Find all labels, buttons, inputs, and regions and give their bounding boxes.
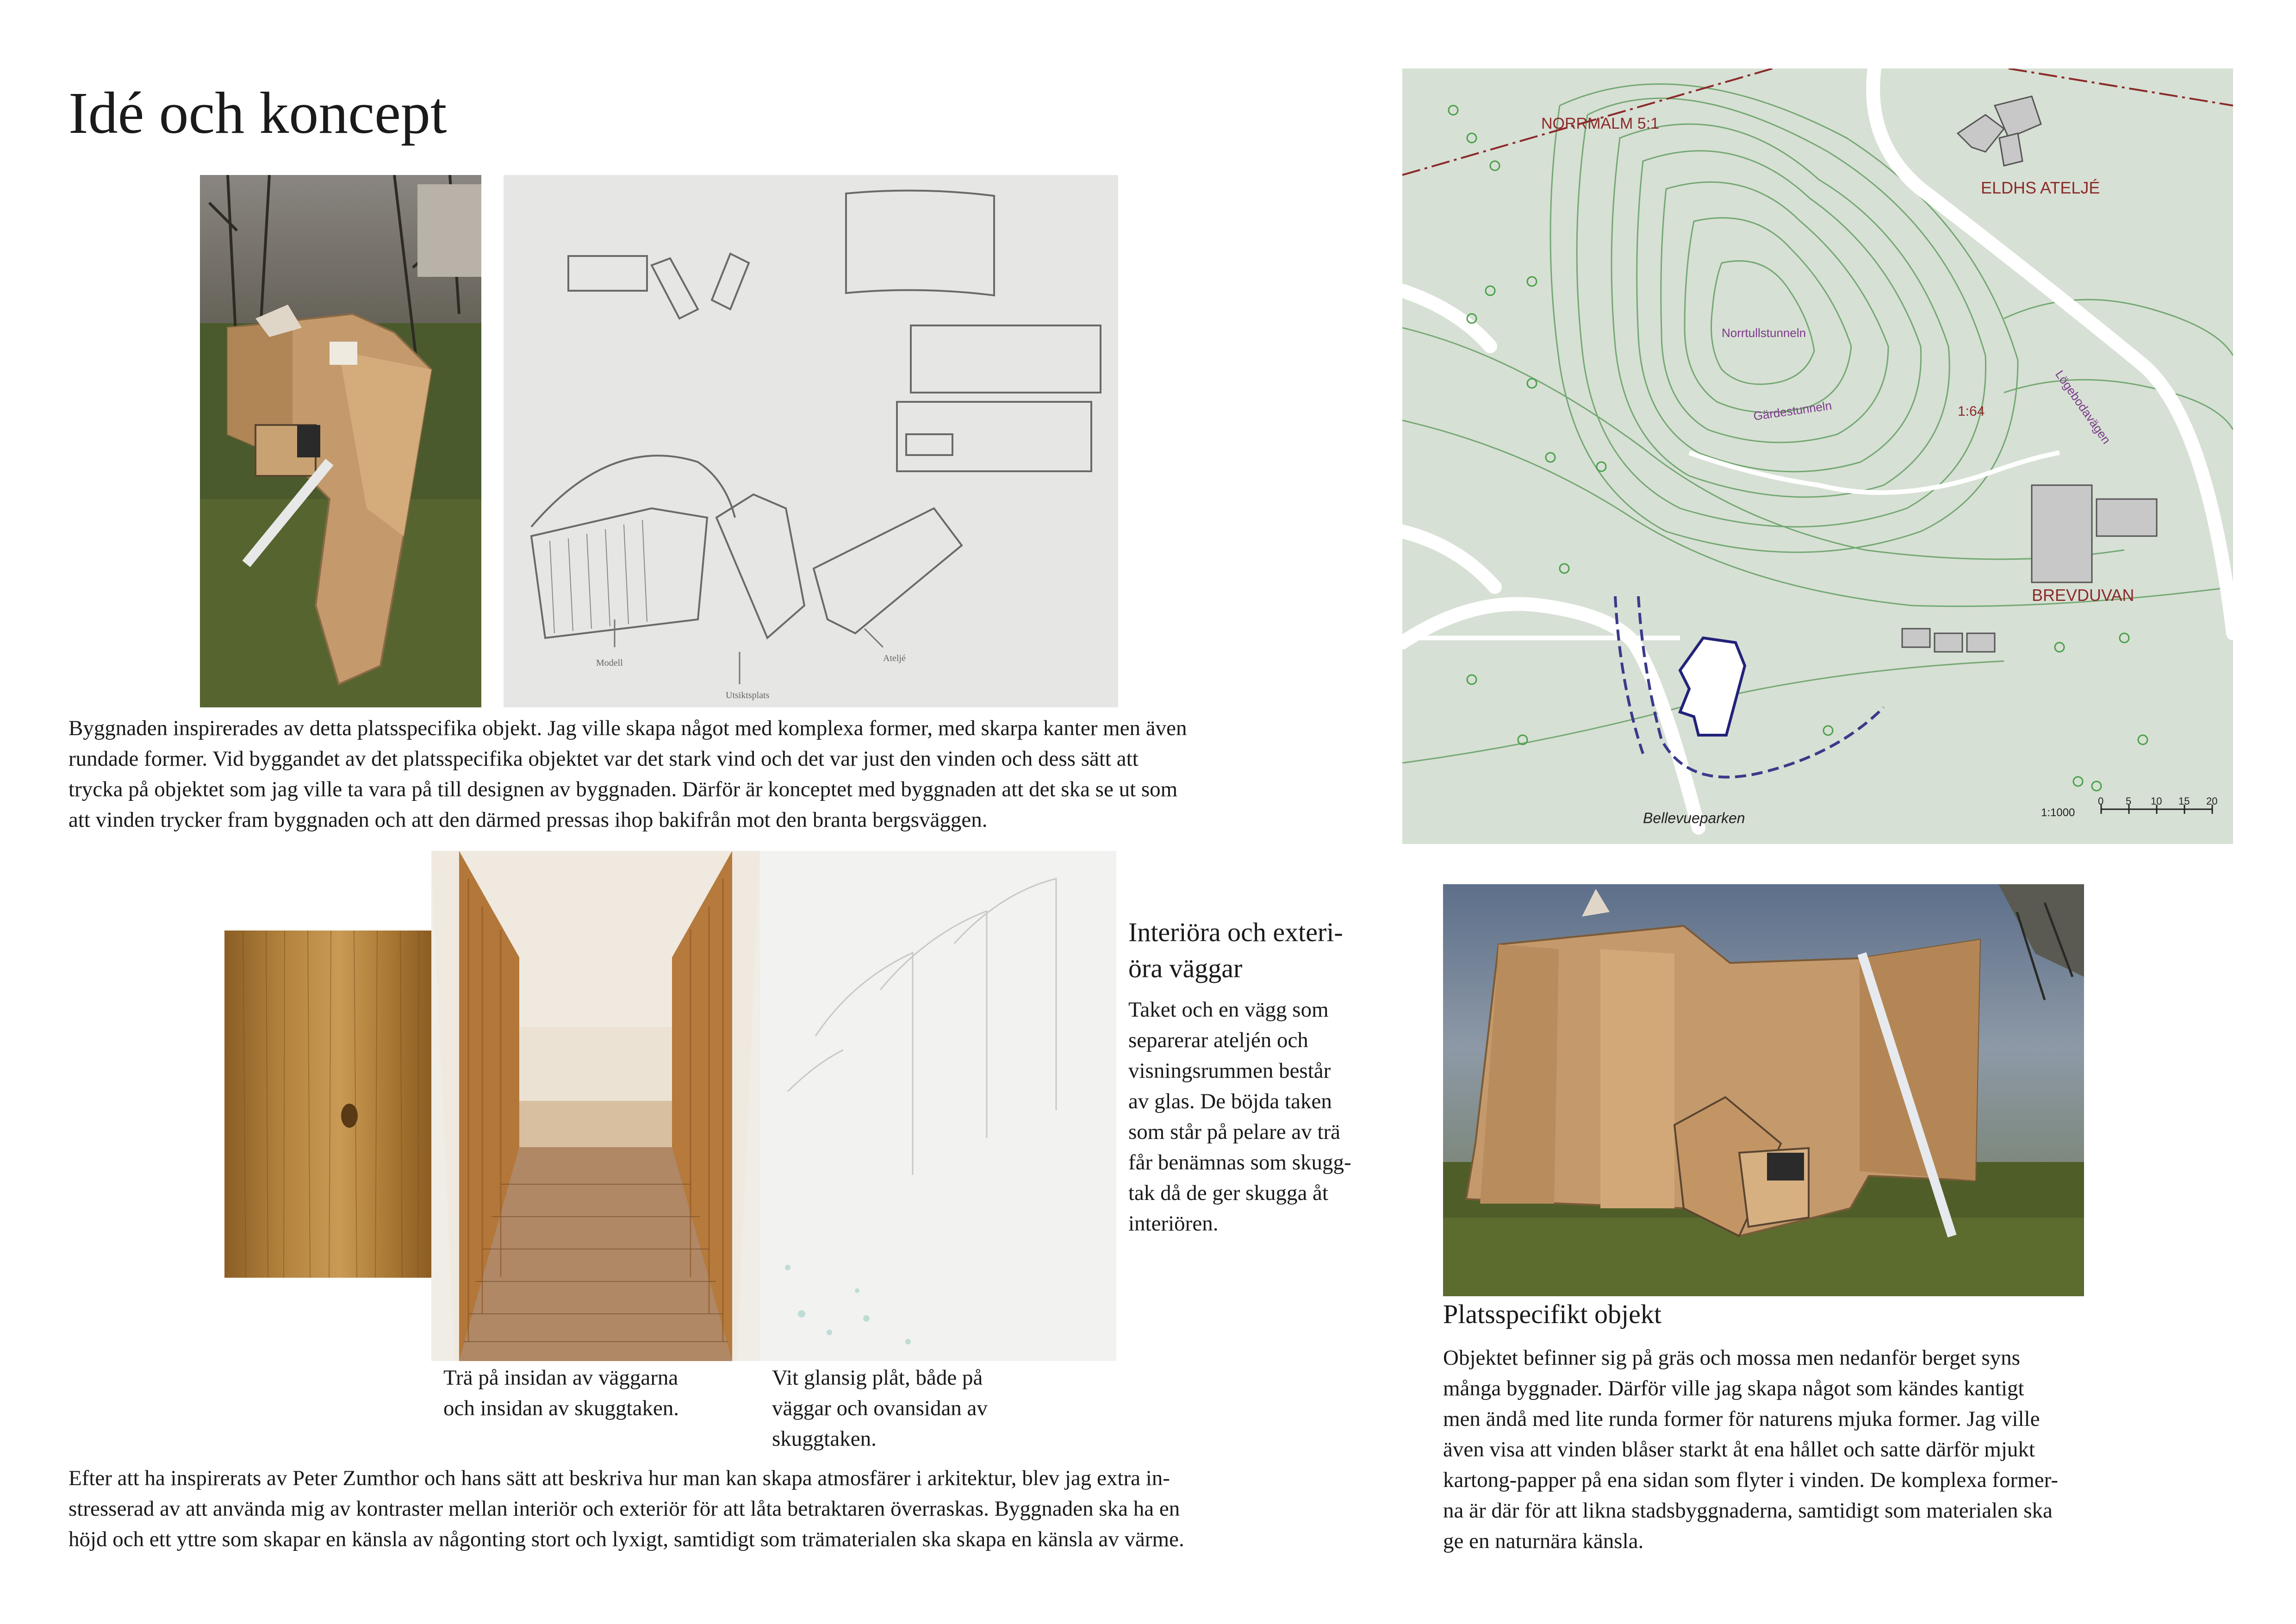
walls-line-6: får benämnas som skugg- [1128,1150,1351,1174]
sketch-label-b: Utsiktsplats [726,690,770,700]
site-object-photo [1443,884,2084,1296]
walls-line-2: separerar ateljén och [1128,1028,1308,1052]
map-scale-tick-10: 10 [2151,795,2162,807]
map-scale-tick-5: 5 [2126,795,2132,807]
site-object-line-5: kartong-papper på ena sidan som flyter i vinden. De komplexa former- [1443,1468,2058,1492]
wood-caption-line-2: och insidan av skuggtaken. [443,1396,679,1420]
metal-caption-line-1: Vit glansig plåt, både på [772,1366,983,1390]
sketch-label-a: Modell [596,658,623,668]
pencil-sketch-image [504,175,1118,707]
site-object-heading: Platsspecifikt objekt [1443,1299,1661,1329]
map-label-norrtull: Norrtullstunneln [1722,326,1806,340]
map-label-eldhs: ELDHS ATELJÉ [1981,178,2100,197]
walls-line-4: av glas. De böjda taken [1128,1089,1332,1113]
map-scale-tick-0: 0 [2098,795,2104,807]
site-object-line-2: många byggnader. Därför ville jag skapa något som kändes kantigt [1443,1376,2024,1400]
wood-caption [443,1362,740,1424]
site-object-line-1: Objektet befinner sig på gräs och mossa men nedanför berget syns [1443,1346,2020,1370]
walls-line-1: Taket och en vägg som [1128,998,1329,1022]
map-label-brevduvan: BREVDUVAN [2032,586,2134,605]
wood-caption-line-1: Trä på insidan av väggarna [443,1366,678,1390]
map-label-ratio: 1:64 [1958,404,1985,419]
intro-line-1: Byggnaden inspirerades av detta platsspecifika objekt. Jag ville skapa något med komplexa former, med skarpa kanter men även [68,716,1187,740]
sketch-label-c: Ateljé [883,653,906,663]
site-object-description [1443,1343,2165,1556]
conclusion-paragraph [68,1463,1360,1555]
map-scale-label: 1:1000 [2041,806,2075,819]
metal-exterior-drawing [760,851,1116,1361]
intro-paragraph [68,713,1364,835]
intro-line-3: trycka på objektet som jag ville ta vara på till designen av byggnaden. Därför är konceptet med byggnaden att det ska se ut som [68,777,1178,801]
walls-line-5: som står på pelare av trä [1128,1120,1341,1144]
walls-line-7: tak då de ger skugga åt [1128,1181,1328,1205]
walls-heading-line-1: Interiöra och exteri- [1128,917,1343,947]
metal-caption-line-2: väggar och ovansidan av [772,1396,988,1420]
map-label-park: Bellevueparken [1643,810,1745,826]
page-title: Idé och koncept [68,80,447,146]
map-scale-tick-20: 20 [2206,795,2218,807]
map-scale-tick-15: 15 [2178,795,2190,807]
conclusion-line-3: höjd och ett yttre som skapar en känsla av någonting stort och lyxigt, samtidigt som trämaterialen ska skapa en känsla av värme. [68,1527,1184,1551]
site-object-line-3: men ändå med lite runda former för naturens mjuka former. Jag ville [1443,1407,2040,1431]
metal-caption [772,1362,1059,1454]
intro-line-2: rundade former. Vid byggandet av det platsspecifika objektet var det stark vind och det var just den vinden och dess sätt att [68,747,1139,771]
walls-heading [1128,914,1388,987]
cardboard-object-photo [200,175,481,707]
conclusion-line-1: Efter att ha inspirerats av Peter Zumthor och hans sätt att beskriva hur man kan skapa atmosfärer i arkitektur, blev jag extra in- [68,1466,1170,1490]
wood-texture-sample [224,931,434,1278]
walls-line-8: interiören. [1128,1212,1219,1236]
walls-description [1128,994,1397,1239]
site-object-line-7: ge en naturnära känsla. [1443,1529,1644,1553]
site-object-line-6: na är där för att likna stadsbyggnaderna, samtidigt som materialen ska [1443,1499,2053,1523]
conclusion-line-2: stresserad av att använda mig av kontraster mellan interiör och exteriör för att låta betraktaren överraskas. Byggnaden ska ha en [68,1497,1180,1521]
map-label-gardes: Gärdestunneln [1752,398,1833,423]
site-map [1402,69,2233,844]
walls-line-3: visningsrummen består [1128,1059,1331,1083]
map-label-road: Lögebodavägen [2053,368,2114,447]
map-label-norrmalm: NORRMALM 5:1 [1541,115,1660,132]
site-object-line-4: även visa att vinden blåser starkt åt ena hållet och satte därför mjukt [1443,1437,2035,1462]
intro-line-4: att vinden trycker fram byggnaden och att den därmed pressas ihop bakifrån mot den branta bergsväggen. [68,808,988,832]
metal-caption-line-3: skuggtaken. [772,1427,877,1451]
wood-interior-drawing [431,851,760,1361]
walls-heading-line-2: öra väggar [1128,953,1243,983]
